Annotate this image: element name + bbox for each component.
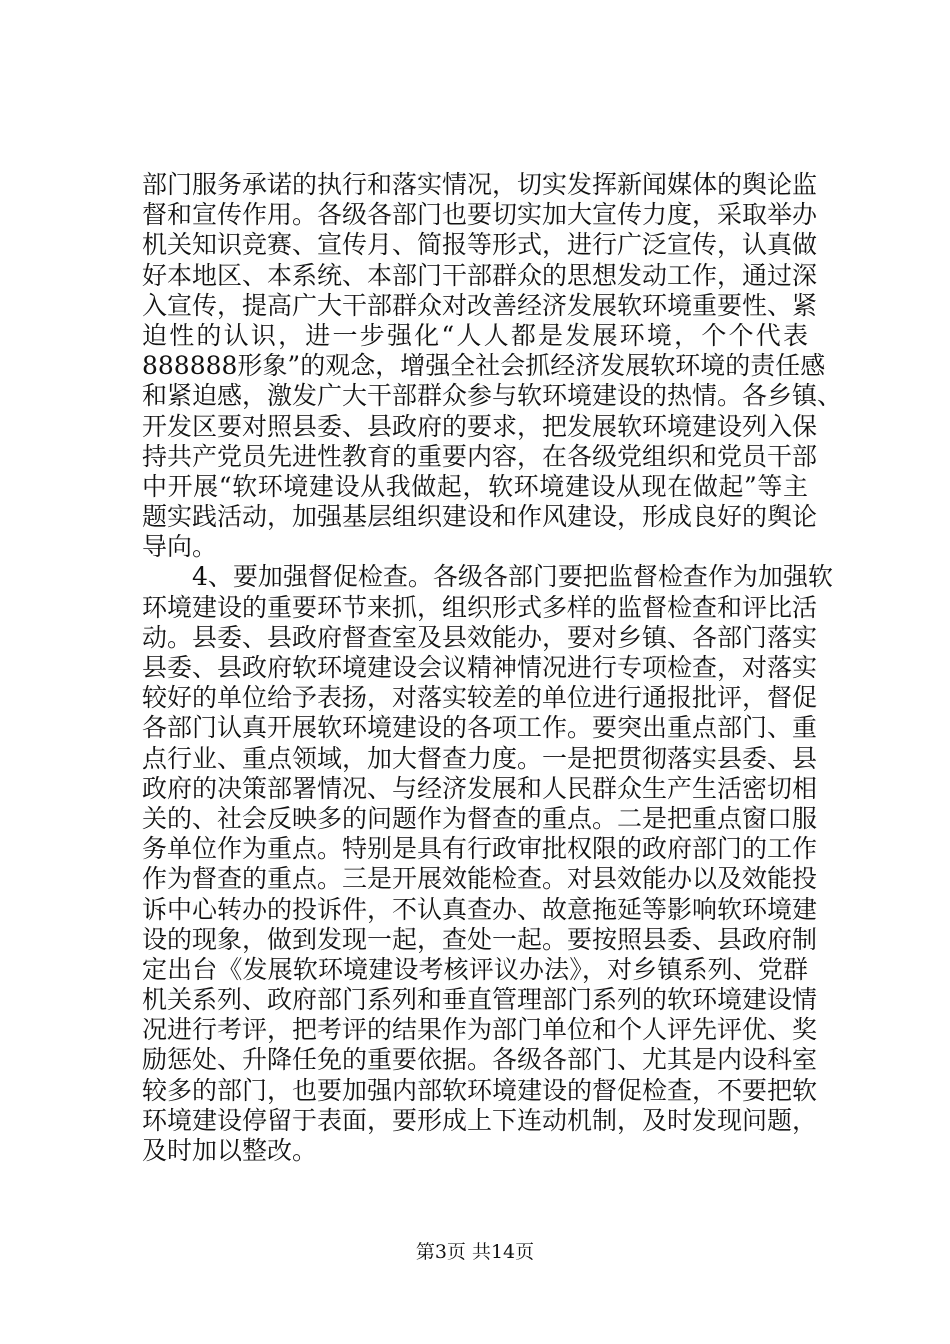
text-line: 机关知识竞赛、宣传月、简报等形式，进行广泛宣传，认真做 xyxy=(142,230,818,260)
text-line: 机关系列、政府部门系列和垂直管理部门系列的软环境建设情 xyxy=(142,985,818,1015)
text-line: 政府的决策部署情况、与经济发展和人民群众生产生活密切相 xyxy=(142,773,818,803)
text-line: 好本地区、本系统、本部门干部群众的思想发动工作，通过深 xyxy=(142,260,818,290)
text-line: 设的现象，做到发现一起，查处一起。要按照县委、县政府制 xyxy=(142,924,818,954)
text-line: 动。县委、县政府督查室及县效能办，要对乡镇、各部门落实 xyxy=(142,622,818,652)
text-line: 888888形象”的观念，增强全社会抓经济发展软环境的责任感 xyxy=(142,351,826,381)
page-number-label: 第3页 共14页 xyxy=(415,1241,535,1263)
text-line: 入宣传，提高广大干部群众对改善经济发展软环境重要性、紧 xyxy=(142,290,818,320)
text-line: 各部门认真开展软环境建设的各项工作。要突出重点部门、重 xyxy=(142,713,818,743)
text-line: 县委、县政府软环境建设会议精神情况进行专项检查，对落实 xyxy=(142,653,818,682)
text-line: 诉中心转办的投诉件，不认真查办、故意拖延等影响软环境建 xyxy=(142,894,818,924)
text-line: 持共产党员先进性教育的重要内容，在各级党组织和党员干部 xyxy=(142,441,818,471)
text-line: 环境建设停留于表面，要形成上下连动机制，及时发现问题， xyxy=(142,1105,818,1135)
text-line: 较好的单位给予表扬，对落实较差的单位进行通报批评，督促 xyxy=(142,683,818,713)
text-line: 务单位作为重点。特别是具有行政审批权限的政府部门的工作 xyxy=(142,834,818,864)
text-line: 导向。 xyxy=(142,532,218,562)
text-line: 况进行考评，把考评的结果作为部门单位和个人评先评优、奖 xyxy=(142,1015,818,1045)
body-text xyxy=(142,170,843,1166)
text-line: 迫性的认识，进一步强化“人人都是发展环境，个个代表 xyxy=(142,320,808,350)
text-line: 作为督查的重点。三是开展效能检查。对县效能办以及效能投 xyxy=(142,864,818,894)
text-line: 关的、社会反映多的问题作为督查的重点。二是把重点窗口服 xyxy=(142,803,818,833)
text-line: 题实践活动，加强基层组织建设和作风建设，形成良好的舆论 xyxy=(142,502,818,532)
text-line: 和紧迫感，激发广大干部群众参与软环境建设的热情。各乡镇、 xyxy=(142,381,843,411)
text-line: 及时加以整改。 xyxy=(142,1136,318,1165)
page-footer xyxy=(0,1240,950,1264)
text-line: 励惩处、升降任免的重要依据。各级各部门、尤其是内设科室 xyxy=(142,1045,818,1075)
text-line: 督和宣传作用。各级各部门也要切实加大宣传力度，采取举办 xyxy=(142,200,818,230)
text-line: 开发区要对照县委、县政府的要求，把发展软环境建设列入保 xyxy=(142,411,818,441)
text-line: 较多的部门，也要加强内部软环境建设的督促检查，不要把软 xyxy=(142,1075,818,1105)
text-line: 环境建设的重要环节来抓，组织形式多样的监督检查和评比活 xyxy=(142,592,818,622)
text-line: 中开展“软环境建设从我做起，软环境建设从现在做起”等主 xyxy=(142,471,808,501)
text-line: 部门服务承诺的执行和落实情况，切实发挥新闻媒体的舆论监 xyxy=(142,170,818,199)
paragraph-first-line: 4、要加强督促检查。各级各部门要把监督检查作为加强软 xyxy=(192,562,833,592)
text-line: 定出台《发展软环境建设考核评议办法》，对乡镇系列、党群 xyxy=(142,954,808,984)
text-line: 点行业、重点领域，加大督查力度。一是把贯彻落实县委、县 xyxy=(142,743,818,773)
